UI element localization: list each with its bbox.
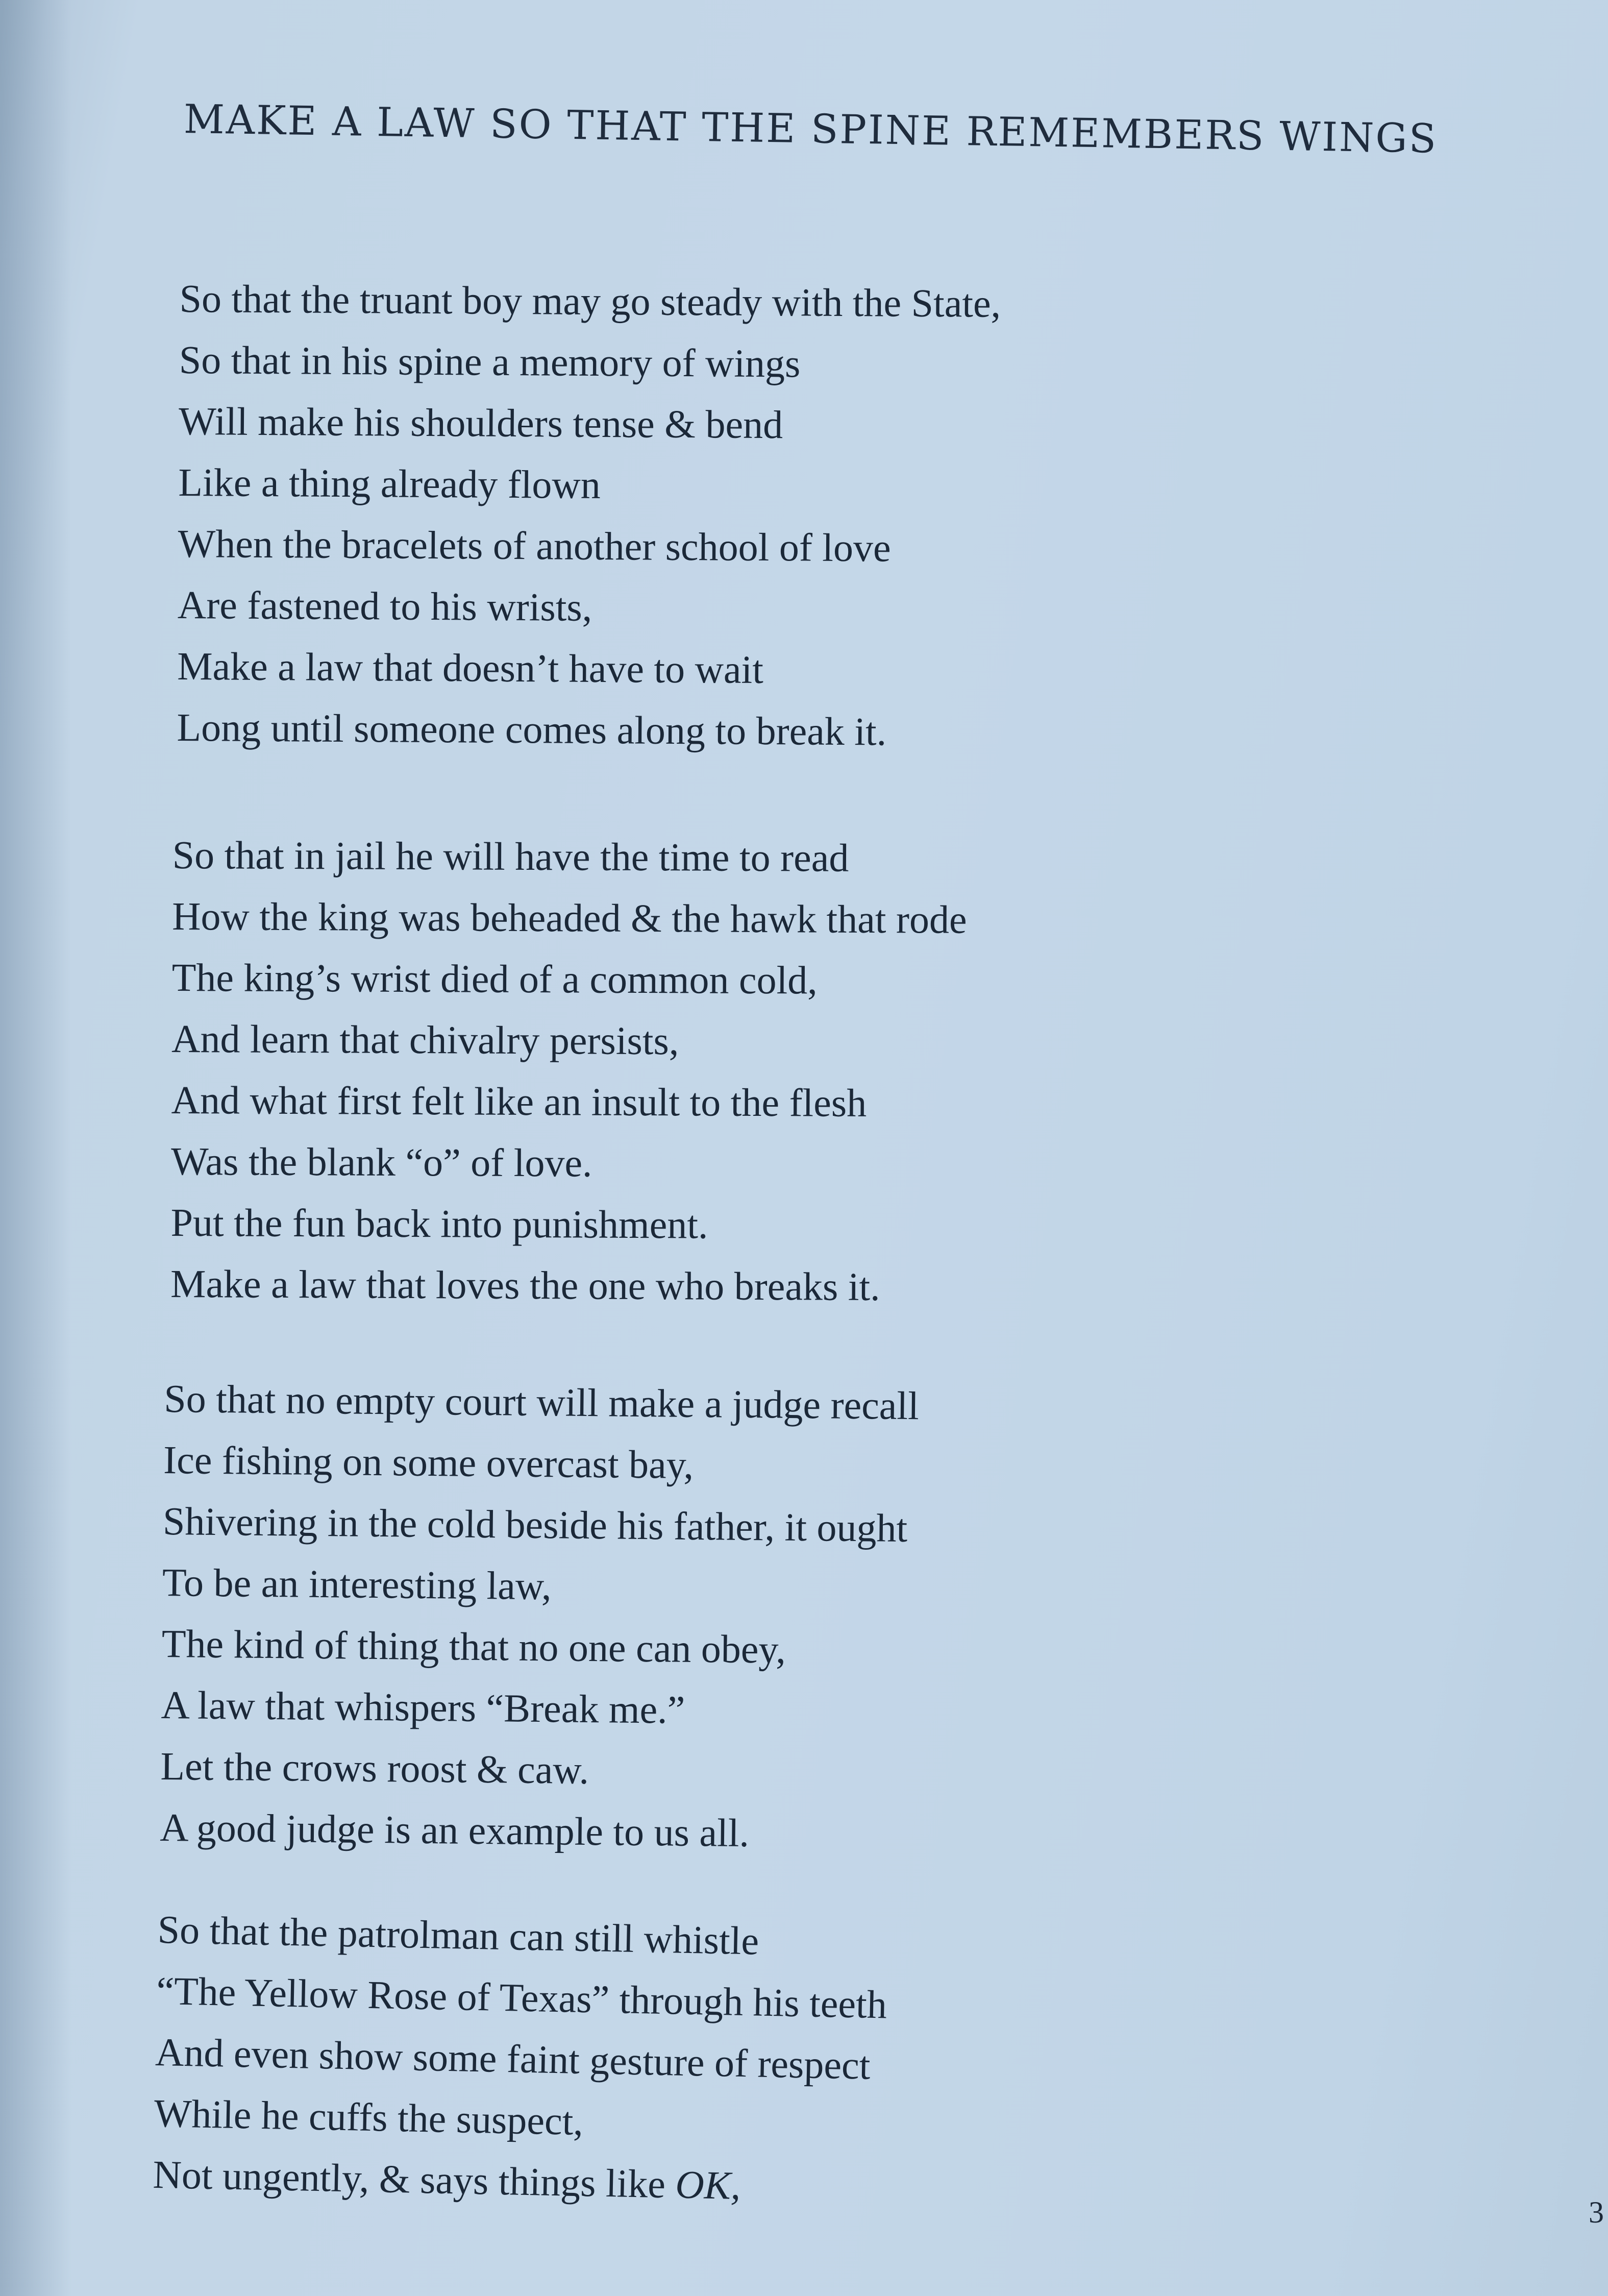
poem-line: And even show some faint gesture of respect — [155, 2029, 871, 2088]
poem-line: When the bracelets of another school of love — [178, 521, 891, 570]
poem-line: So that in his spine a memory of wings — [179, 337, 801, 386]
poem-line: So that in jail he will have the time to read — [172, 832, 849, 880]
poem-line: How the king was beheaded & the hawk that rode — [172, 893, 967, 942]
poem-line: And learn that chivalry persists, — [171, 1016, 679, 1063]
poem-line: Let the crows roost & caw. — [160, 1743, 589, 1793]
poem-line: A good judge is an example to us all. — [159, 1804, 750, 1855]
poem-line: So that the patrolman can still whistle — [157, 1907, 759, 1963]
poem-line: To be an interesting law, — [162, 1559, 552, 1608]
poem-line: Put the fun back into punishment. — [170, 1200, 708, 1247]
poem-line: The king’s wrist died of a common cold, — [171, 955, 818, 1003]
spine-shadow — [0, 0, 71, 2296]
poem-line: Shivering in the cold beside his father, it ought — [162, 1498, 908, 1550]
poem-line: Long until someone comes along to break it. — [177, 704, 887, 754]
stanza-2 — [170, 824, 1295, 1320]
poem-title: MAKE A LAW SO THAT THE SPINE REMEMBERS WINGS — [183, 96, 1438, 162]
poem-line-text: Not ungently, & says things like — [152, 2152, 676, 2207]
poem-line: Make a law that loves the one who breaks it. — [170, 1261, 880, 1309]
poem-line: And what first felt like an insult to the flesh — [171, 1077, 867, 1125]
stanza-3 — [160, 1368, 1287, 1869]
page-number: 3 — [1589, 2195, 1604, 2229]
poem-line: So that the truant boy may go steady with the State, — [179, 276, 1001, 326]
poem-line: Like a thing already flown — [178, 459, 601, 507]
stanza-1 — [177, 268, 1302, 765]
poem-line: A law that whispers “Break me.” — [161, 1682, 685, 1732]
poem-line: Ice fishing on some overcast bay, — [163, 1437, 694, 1487]
poem-line: Will make his shoulders tense & bend — [178, 398, 783, 447]
poem-line: “The Yellow Rose of Texas” through his teeth — [156, 1968, 887, 2027]
poem-line: While he cuffs the suspect, — [154, 2090, 584, 2144]
stanza-4 — [152, 1899, 1280, 2227]
poem-line: Make a law that doesn’t have to wait — [177, 643, 764, 692]
poem-line: Are fastened to his wrists, — [177, 582, 592, 629]
poem-line: Was the blank “o” of love. — [170, 1138, 592, 1185]
poem-line: The kind of thing that no one can obey, — [161, 1621, 786, 1672]
poem-line: So that no empty court will make a judge recall — [164, 1376, 920, 1428]
poem-line-italic-text: OK, — [675, 2162, 741, 2208]
